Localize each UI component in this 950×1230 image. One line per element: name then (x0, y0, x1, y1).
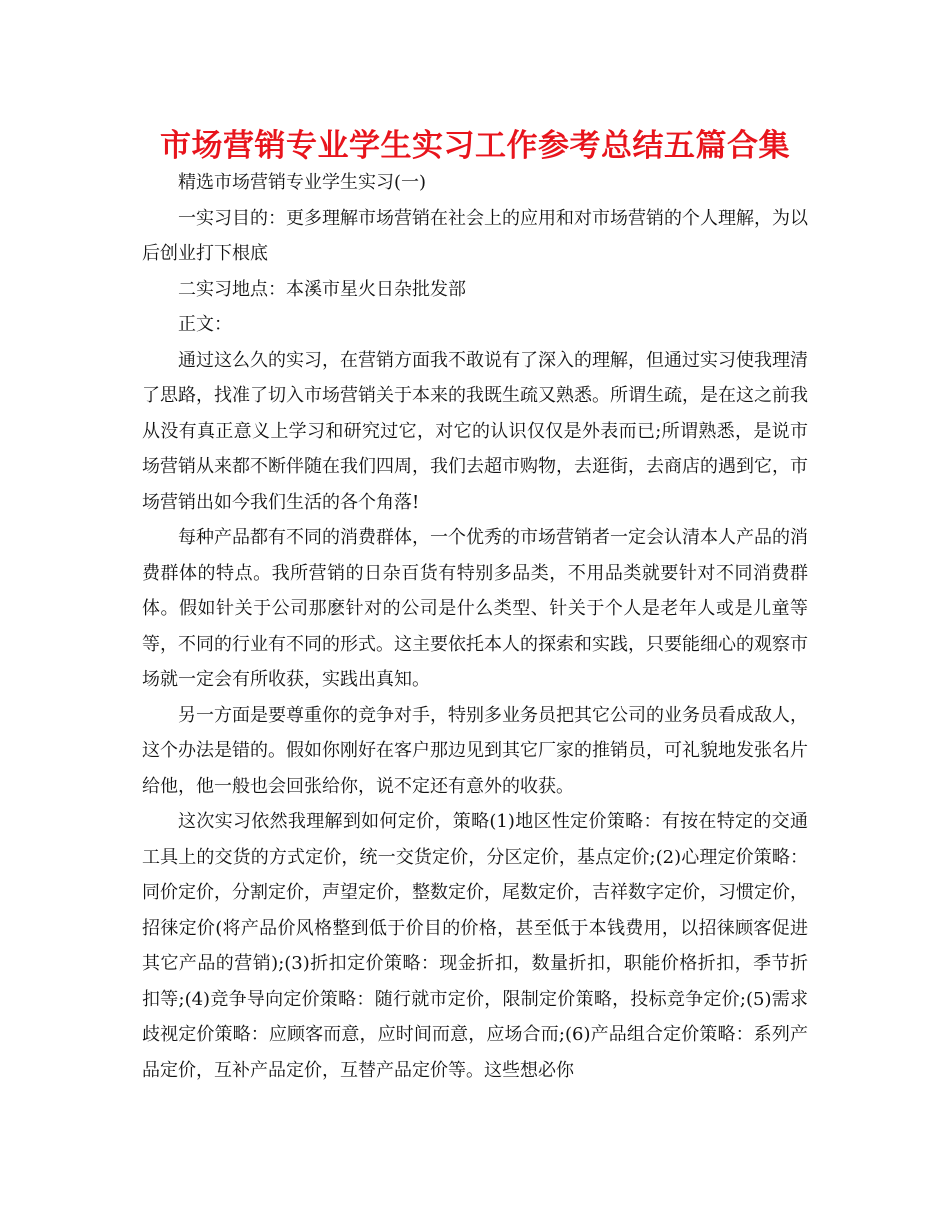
section-heading: 精选市场营销专业学生实习(一) (178, 172, 427, 193)
paragraph: 通过这么久的实习，在营销方面我不敢说有了深入的理解，但通过实习使我理清了思路，找准了切入市场营销关于本来的我既生疏又熟悉。所谓生疏，是在这之前我从没有真正意义上学习和研究过它，对它的认识仅仅是外表而已;所谓熟悉，是说市场营销从来都不断伴随在我们四周，我们去超市购物，去逛街，去商店的遇到它，市场营销出如今我们生活的各个角落! (142, 349, 808, 513)
document-body (142, 165, 808, 1088)
paragraph: 每种产品都有不同的消费群体，一个优秀的市场营销者一定会认清本人产品的消费群体的特点。我所营销的日杂百货有特别多品类，不用品类就要针对不同消费群体。假如针关于公司那麽针对的公司是什么类型、针关于个人是老年人或是儿童等等，不同的行业有不同的形式。这主要依托本人的探索和实践，只要能细心的观察市场就一定会有所收获，实践出真知。 (142, 527, 808, 690)
paragraph-location: 二实习地点：本溪市星火日杂批发部 (178, 278, 466, 300)
paragraph-purpose: 一实习目的：更多理解市场营销在社会上的应用和对市场营销的个人理解，为以后创业打下根底 (142, 207, 808, 264)
paragraph: 另一方面是要尊重你的竞争对手，特别多业务员把其它公司的业务员看成敌人，这个办法是错的。假如你刚好在客户那边见到其它厂家的推销员，可礼貌地发张名片给他，他一般也会回张给你，说不定还有意外的收获。 (142, 704, 808, 797)
paragraph-body-label: 正文： (178, 314, 232, 335)
paragraph: 这次实习依然我理解到如何定价，策略(1)地区性定价策略：有按在特定的交通工具上的交货的方式定价，统一交货定价，分区定价，基点定价;(2)心理定价策略：同价定价，分割定价，声望定价，整数定价，尾数定价，吉祥数字定价，习惯定价，招徕定价(将产品价风格整到低于价目的价格，甚至低于本钱费用，以招徕顾客促进其它产品的营销);(3)折扣定价策略：现金折扣，数量折扣，职能价格折扣，季节折扣等;(4)竞争导向定价策略：随行就市定价，限制定价策略，投标竞争定价;(5)需求歧视定价策略：应顾客而意，应时间而意，应场合而;(6)产品组合定价策略：系列产品定价，互补产品定价，互替产品定价等。这些想必你 (142, 811, 808, 1081)
document-title: 市场营销专业学生实习工作参考总结五篇合集 (160, 128, 790, 164)
